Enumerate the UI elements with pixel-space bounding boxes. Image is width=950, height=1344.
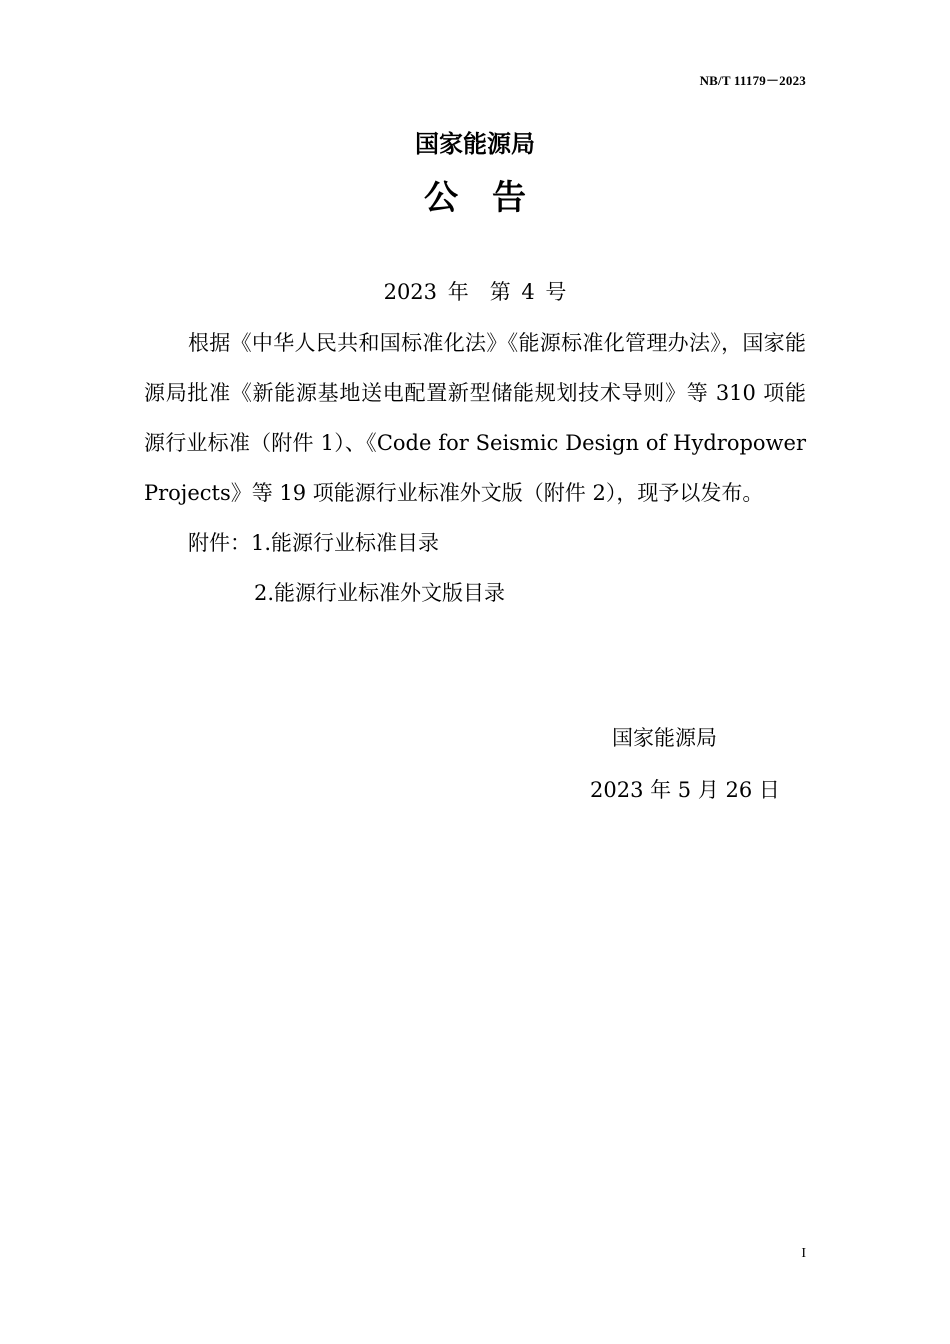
standard-code: NB/T 11179－2023 — [699, 73, 806, 88]
attachment-item-1: 附件：1.能源行业标准目录 — [188, 531, 440, 555]
signature-issuer: 国家能源局 — [612, 726, 717, 750]
notice-paragraph: 根据《中华人民共和国标准化法》《能源标准化管理办法》，国家能源局批准《新能源基地送电配置新型储能规划技术导则》等 310 项能源行业标准（附件 1）、《Code for Seismic Design of Hydropower Projects》等 19 项能源行业标准外文版（附件 2），现予以发布。 — [144, 331, 806, 505]
attachment-item-2: 2.能源行业标准外文版目录 — [254, 581, 506, 605]
issuer-heading: 国家能源局 — [415, 130, 535, 158]
notice-number: 2023 年 第 4 号 — [383, 280, 567, 304]
page-number: I — [801, 1246, 806, 1261]
signature-date: 2023 年 5 月 26 日 — [590, 778, 780, 802]
notice-body — [144, 318, 806, 618]
notice-title: 公告 — [424, 178, 560, 218]
